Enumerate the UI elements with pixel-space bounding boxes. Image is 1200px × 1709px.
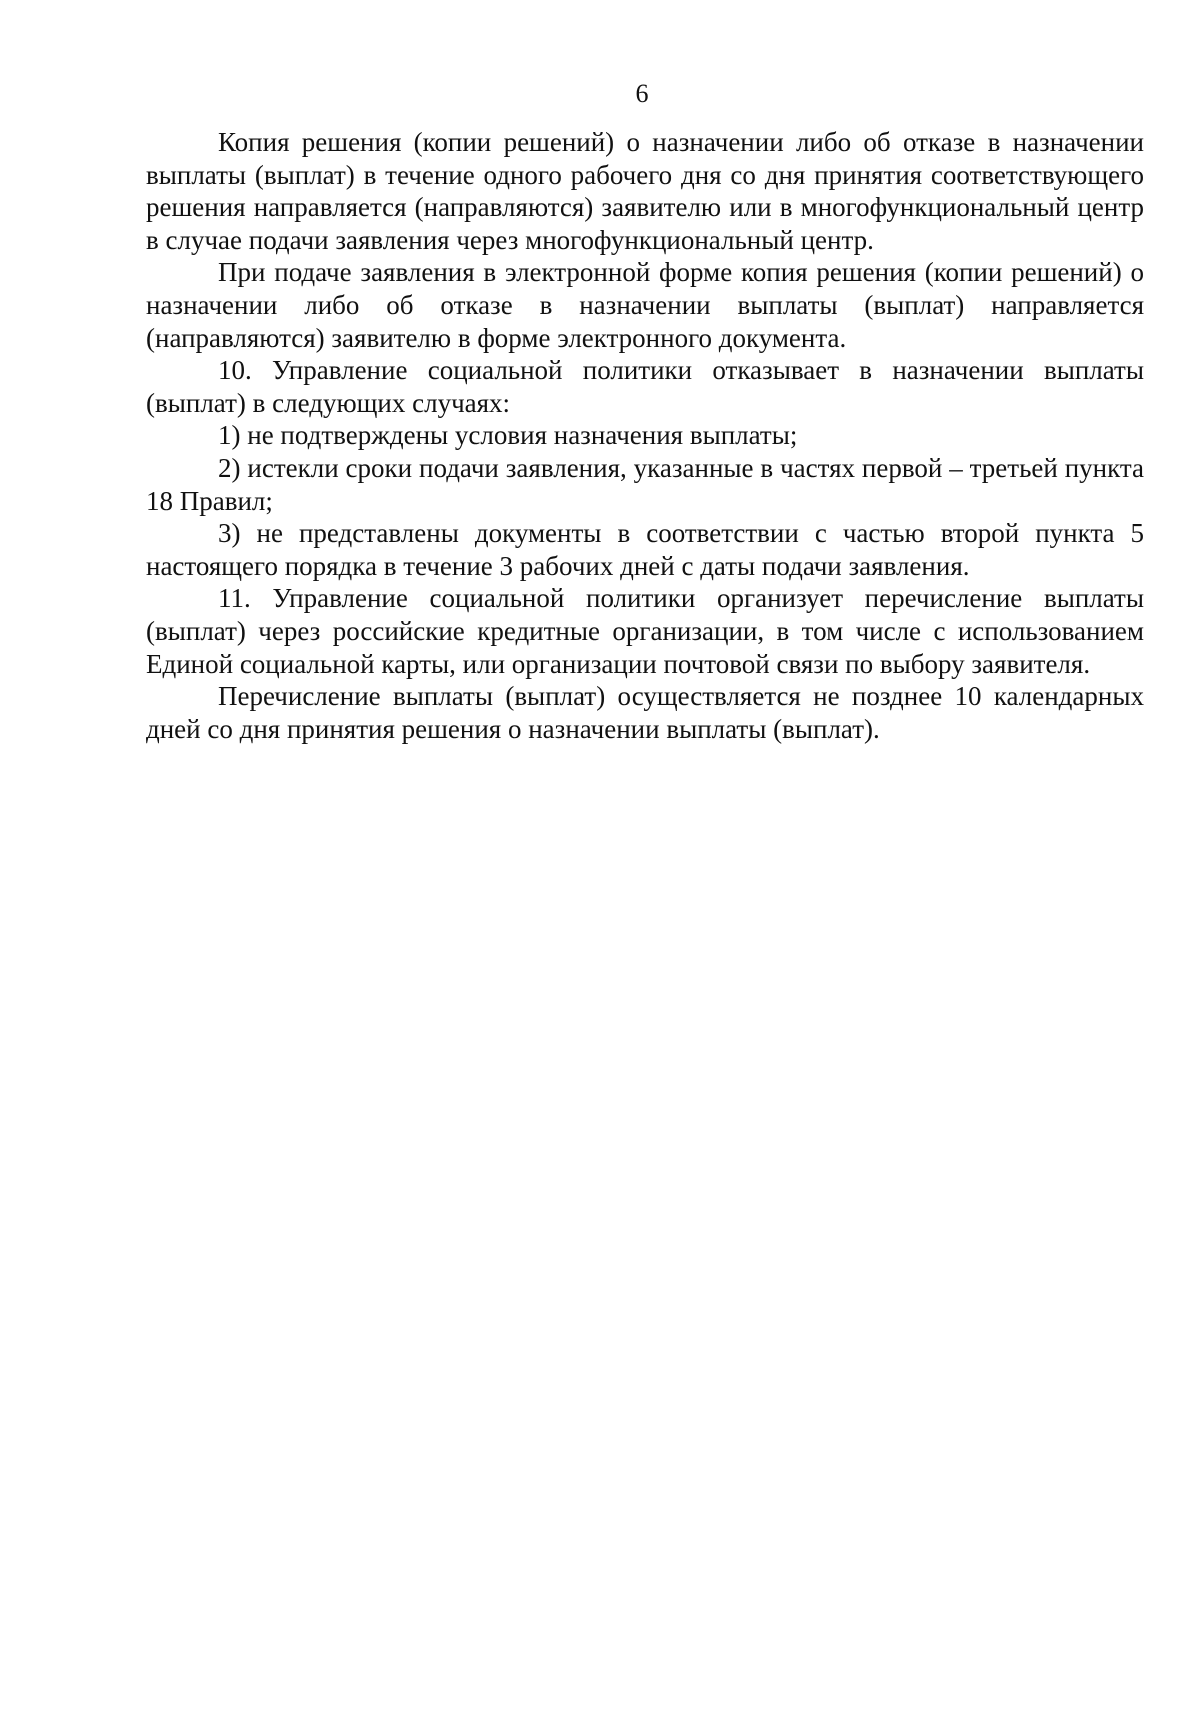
paragraph-item-1: 1) не подтверждены условия назначения выплаты; (218, 420, 798, 451)
paragraph-decision-copy: Копия решения (копии решений) о назначении либо об отказе в назначении выплаты (выплат) в течение одного рабочего дня со дня принятия соответствующего решения направляется (направляются) заявителю или в многофункциональный центр в случае подачи заявления через многофункциональный центр. (146, 127, 1144, 255)
paragraph-electronic-form: При подаче заявления в электронной форме копия решения (копии решений) о назначении либо об отказе в назначении выплаты (выплат) направляется (направляются) заявителю в форме электронного документа. (146, 257, 1144, 353)
paragraph-section-11: 11. Управление социальной политики организует перечисление выплаты (выплат) через российские кредитные организации, в том числе с использованием Единой социальной карты, или организации почтовой связи по выбору заявителя. (146, 583, 1144, 679)
paragraph-transfer-deadline: Перечисление выплаты (выплат) осуществляется не позднее 10 календарных дней со дня принятия решения о назначении выплаты (выплат). (146, 681, 1144, 744)
page-number: 6 (635, 79, 649, 108)
paragraph-section-10: 10. Управление социальной политики отказывает в назначении выплаты (выплат) в следующих случаях: (146, 355, 1144, 418)
document-body (146, 126, 1144, 745)
paragraph-item-2: 2) истекли сроки подачи заявления, указанные в частях первой – третьей пункта 18 Правил; (146, 452, 1144, 516)
paragraph-item-3: 3) не представлены документы в соответствии с частью второй пункта 5 настоящего порядка в течение 3 рабочих дней с даты подачи заявления. (146, 518, 1144, 581)
